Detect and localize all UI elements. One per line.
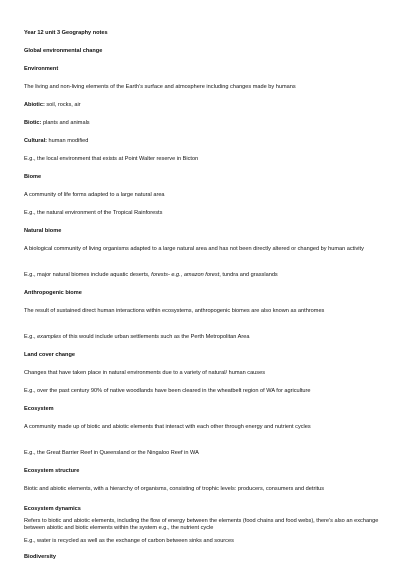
heading-natural-biome: Natural biome: [24, 228, 62, 234]
cultural-text: human modified: [47, 138, 89, 144]
example-natural-biome: [24, 272, 384, 279]
definition-natural-biome: A biological community of living organisms adapted to a large natural area and has not been directly altered or changed by human activity: [24, 246, 364, 252]
heading-ecosystem-dynamics: Ecosystem dynamics: [24, 506, 81, 512]
heading-environment: Environment: [24, 66, 59, 72]
cultural-label: Cultural:: [24, 138, 47, 144]
definition-environment: The living and non-living elements of the Earth’s surface and atmosphere including changes made by humans: [24, 84, 296, 90]
definition-ecosystem-structure: Biotic and abiotic elements, with a hierarchy of organisms, consisting of trophic levels: producers, consumers and detritus: [24, 486, 325, 492]
heading-anthropogenic-biome: Anthropogenic biome: [24, 290, 82, 296]
heading-biome: Biome: [24, 174, 42, 180]
example-natural-biome-italic: forests- e.g., amazon forest: [151, 272, 220, 278]
heading-land-cover-change: Land cover change: [24, 352, 75, 358]
example-ecosystem-dynamics: E.g., water is recycled as well as the exchange of carbon between sinks and sources: [24, 538, 234, 544]
example-anthropogenic-start: E.g.,: [24, 334, 38, 340]
definition-biome: A community of life forms adapted to a large natural area: [24, 192, 165, 198]
document-title: Year 12 unit 3 Geography notes: [24, 30, 108, 36]
biotic-text: plants and animals: [41, 120, 90, 126]
section-title: Global environmental change: [24, 48, 103, 54]
example-anthropogenic-biome: [24, 334, 384, 341]
heading-ecosystem-structure: Ecosystem structure: [24, 468, 80, 474]
example-anthropogenic-italic: examples: [37, 334, 62, 340]
biotic-label: Biotic:: [24, 120, 42, 126]
example-environment: E.g., the local environment that exists at Point Walter reserve in Bicton: [24, 156, 199, 162]
definition-anthropogenic-biome: The result of sustained direct human interactions within ecosystems, anthropogenic biomes are also known as anthromes: [24, 308, 325, 314]
example-land-cover-change: E.g., over the past century 90% of native woodlands have been cleared in the wheatbelt region of WA for agriculture: [24, 388, 311, 394]
biotic-line: [24, 120, 384, 127]
heading-biodiversity: Biodiversity: [24, 554, 57, 560]
abiotic-label: Abiotic:: [24, 102, 45, 108]
example-ecosystem: E.g., the Great Barrier Reef in Queensland or the Ningaloo Reef in WA: [24, 450, 199, 456]
abiotic-text: soil, rocks, air: [44, 102, 81, 108]
heading-ecosystem: Ecosystem: [24, 406, 54, 412]
cultural-line: [24, 138, 384, 145]
abiotic-line: [24, 102, 384, 109]
definition-ecosystem-dynamics: Refers to biotic and abiotic elements, including the flow of energy between the elements (food chains and food webs), there’s also an exchange between abiotic and biotic elements within the system e.g., the nutrient cycle: [24, 518, 379, 532]
definition-land-cover-change: Changes that have taken place in natural environments due to a variety of natural/ human causes: [24, 370, 265, 376]
definition-ecosystem: A community made up of biotic and abiotic elements that interact with each other through energy and nutrient cycles: [24, 424, 311, 430]
example-natural-biome-end: , tundra and grasslands: [219, 272, 278, 278]
example-anthropogenic-end: of this would include urban settlements such as the Perth Metropolitan Area: [61, 334, 250, 340]
example-natural-biome-start: E.g., major natural biomes include aquatic deserts,: [24, 272, 152, 278]
example-biome: E.g., the natural environment of the Tropical Rainforests: [24, 210, 163, 216]
